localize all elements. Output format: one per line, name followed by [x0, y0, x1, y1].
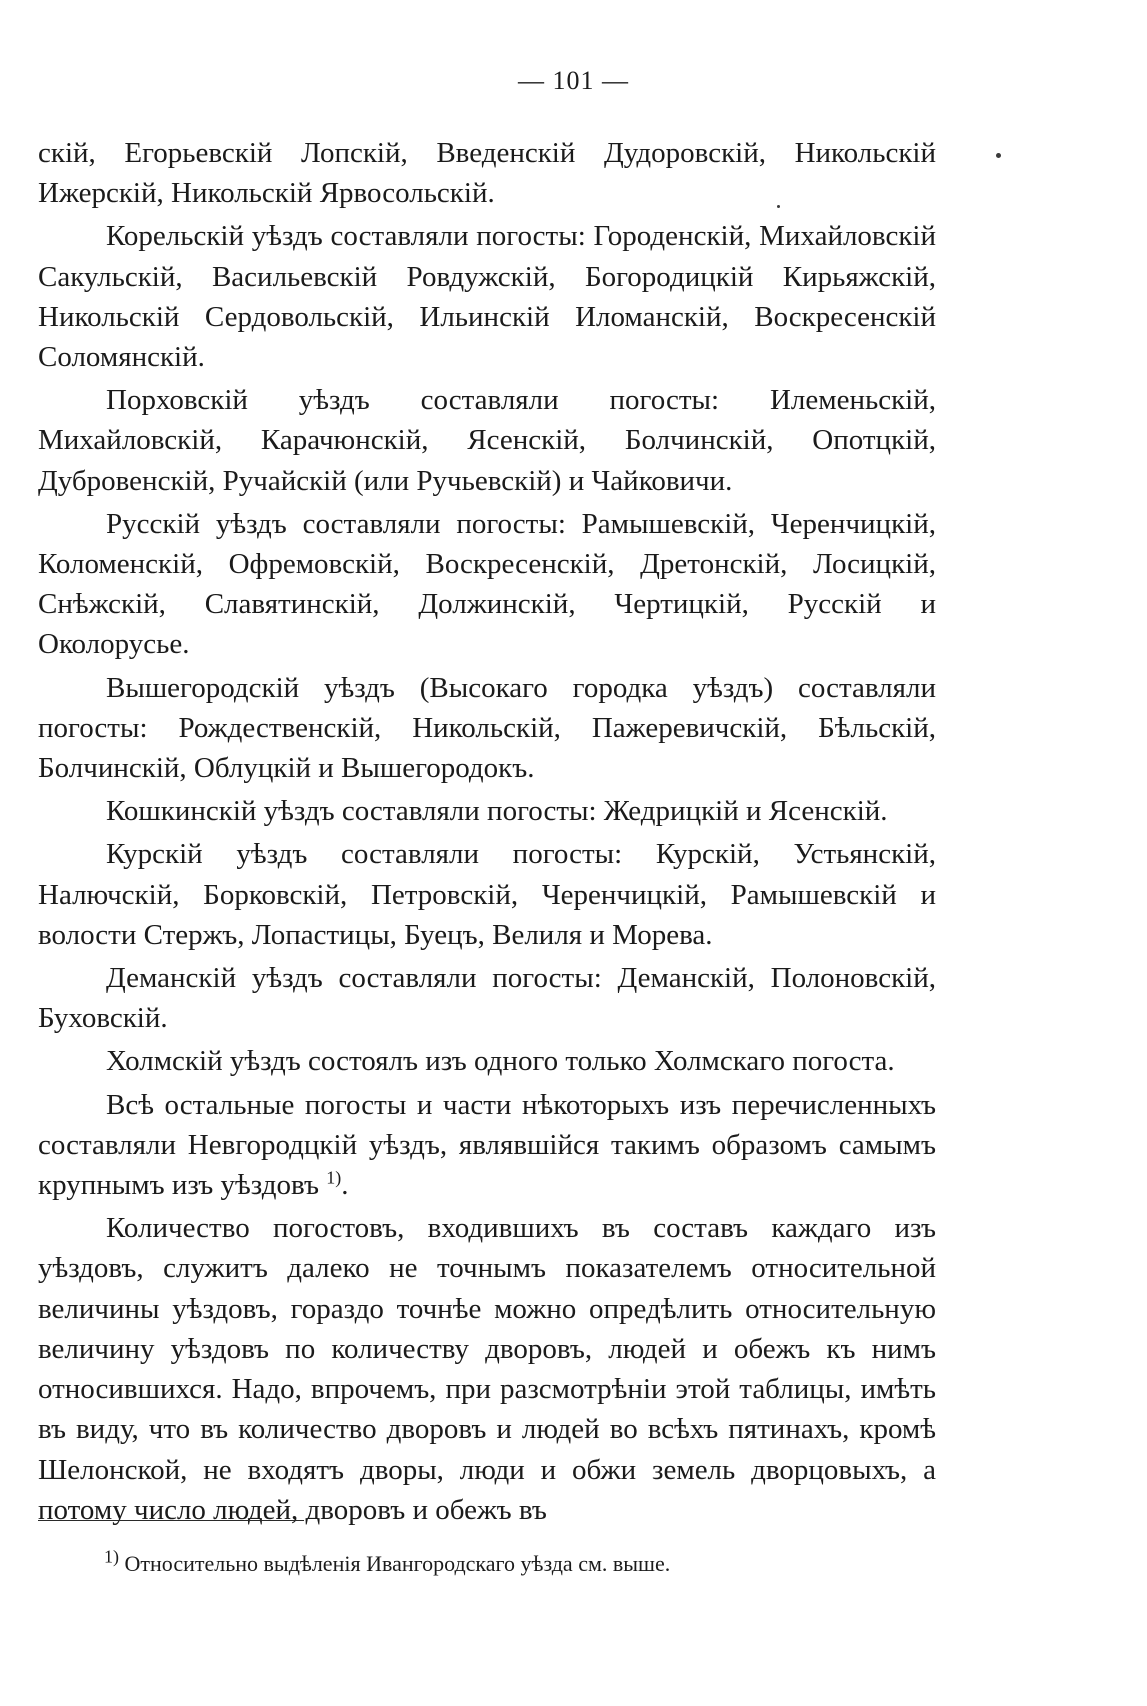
paragraph-kursky-uezd: Курскій уѣздъ составляли погосты: Курскій, Устьянскій, Налючскій, Борковскій, Петровскій, Черенчицкій, Рамышевскій и волости Стержъ, Лопастицы, Буецъ, Велиля и Морева.: [38, 838, 936, 951]
print-speck: [777, 205, 780, 208]
paragraph-russky-uezd: Русскій уѣздъ составляли погосты: Рамышевскій, Черенчицкій, Коломенскій, Офремовскій, Воскресенскій, Дретонскій, Лосицкій, Снѣжскій, Славятинскій, Должинскій, Чертицкій, Русскій и Околорусье.: [38, 507, 936, 661]
paragraph-nevgorodtsky-text: Всѣ остальные погосты и части нѣкоторыхъ изъ перечисленныхъ составляли Невгородцкій уѣздъ, являвшійся такимъ образомъ самымъ крупнымъ изъ уѣздовъ: [38, 1088, 936, 1202]
paragraph-korelsky-uezd: Корельскій уѣздъ составляли погосты: Городенскій, Михайловскій Сакульскій, Васильевскій Ровдужскій, Богородицкій Кирьяжскій, Никольскій Сердовольскій, Ильинскій Иломанскій, Воскресенскій Соломянскій.: [38, 220, 936, 374]
footnote-text: Относительно выдѣленія Ивангородскаго уѣзда см. выше.: [124, 1551, 671, 1576]
page-number: — 101 —: [518, 66, 629, 95]
footnote-reference-mark: 1): [326, 1167, 342, 1188]
paragraph-nevgorodtsky-end: .: [341, 1169, 349, 1202]
paragraph-porkhovsky-uezd: Порховскій уѣздъ составляли погосты: Илеменьскій, Михайловскій, Карачюнскій, Ясенскій, Болчинскій, Опотцкій, Дубровенскій, Ручайскій (или Ручьевскій) и Чайковичи.: [38, 384, 936, 497]
paragraph-demansky-uezd: Деманскій уѣздъ составляли погосты: Деманскій, Полоновскій, Буховскій.: [38, 962, 936, 1035]
paragraph-1: скій, Егорьевскій Лопскій, Введенскій Дудоровскій, Никольскій Ижерскій, Никольскій Ярвосольскій.: [38, 137, 936, 210]
footnote-mark: 1): [104, 1546, 119, 1567]
print-speck: [996, 153, 1001, 158]
main-text: [38, 133, 936, 1530]
footnote: [104, 1546, 934, 1579]
paragraph-pogost-count: Количество погостовъ, входившихъ въ составъ каждаго изъ уѣздовъ, служитъ далеко не точнымъ показателемъ относительной величины уѣздовъ, гораздо точнѣе можно опредѣлить относительную величину уѣздовъ по количеству дворовъ, людей и обежъ къ нимъ относившихся. Надо, впрочемъ, при разсмотрѣніи этой таблицы, имѣть въ виду, что въ количество дворовъ и людей во всѣхъ пятинахъ, кромѣ Шелонской, не входятъ дворы, люди и обжи земель дворцовыхъ, а потому число людей, дворовъ и обежъ въ: [38, 1212, 936, 1526]
footnote-divider: [38, 1520, 304, 1521]
paragraph-vyshegorodsky-uezd: Вышегородскій уѣздъ (Высокаго городка уѣздъ) составляли погосты: Рождественскій, Никольскій, Пажеревичскій, Бѣльскій, Болчинскій, Облуцкій и Вышегородокъ.: [38, 671, 936, 785]
paragraph-kholmsky-uezd: Холмскій уѣздъ состоялъ изъ одного только Холмскаго погоста.: [106, 1045, 895, 1078]
paragraph-koshkinsky-uezd: Кошкинскій уѣздъ составляли погосты: Жедрицкій и Ясенскій.: [106, 795, 888, 828]
paragraph-nevgorodtsky-uezd: [38, 1085, 936, 1206]
